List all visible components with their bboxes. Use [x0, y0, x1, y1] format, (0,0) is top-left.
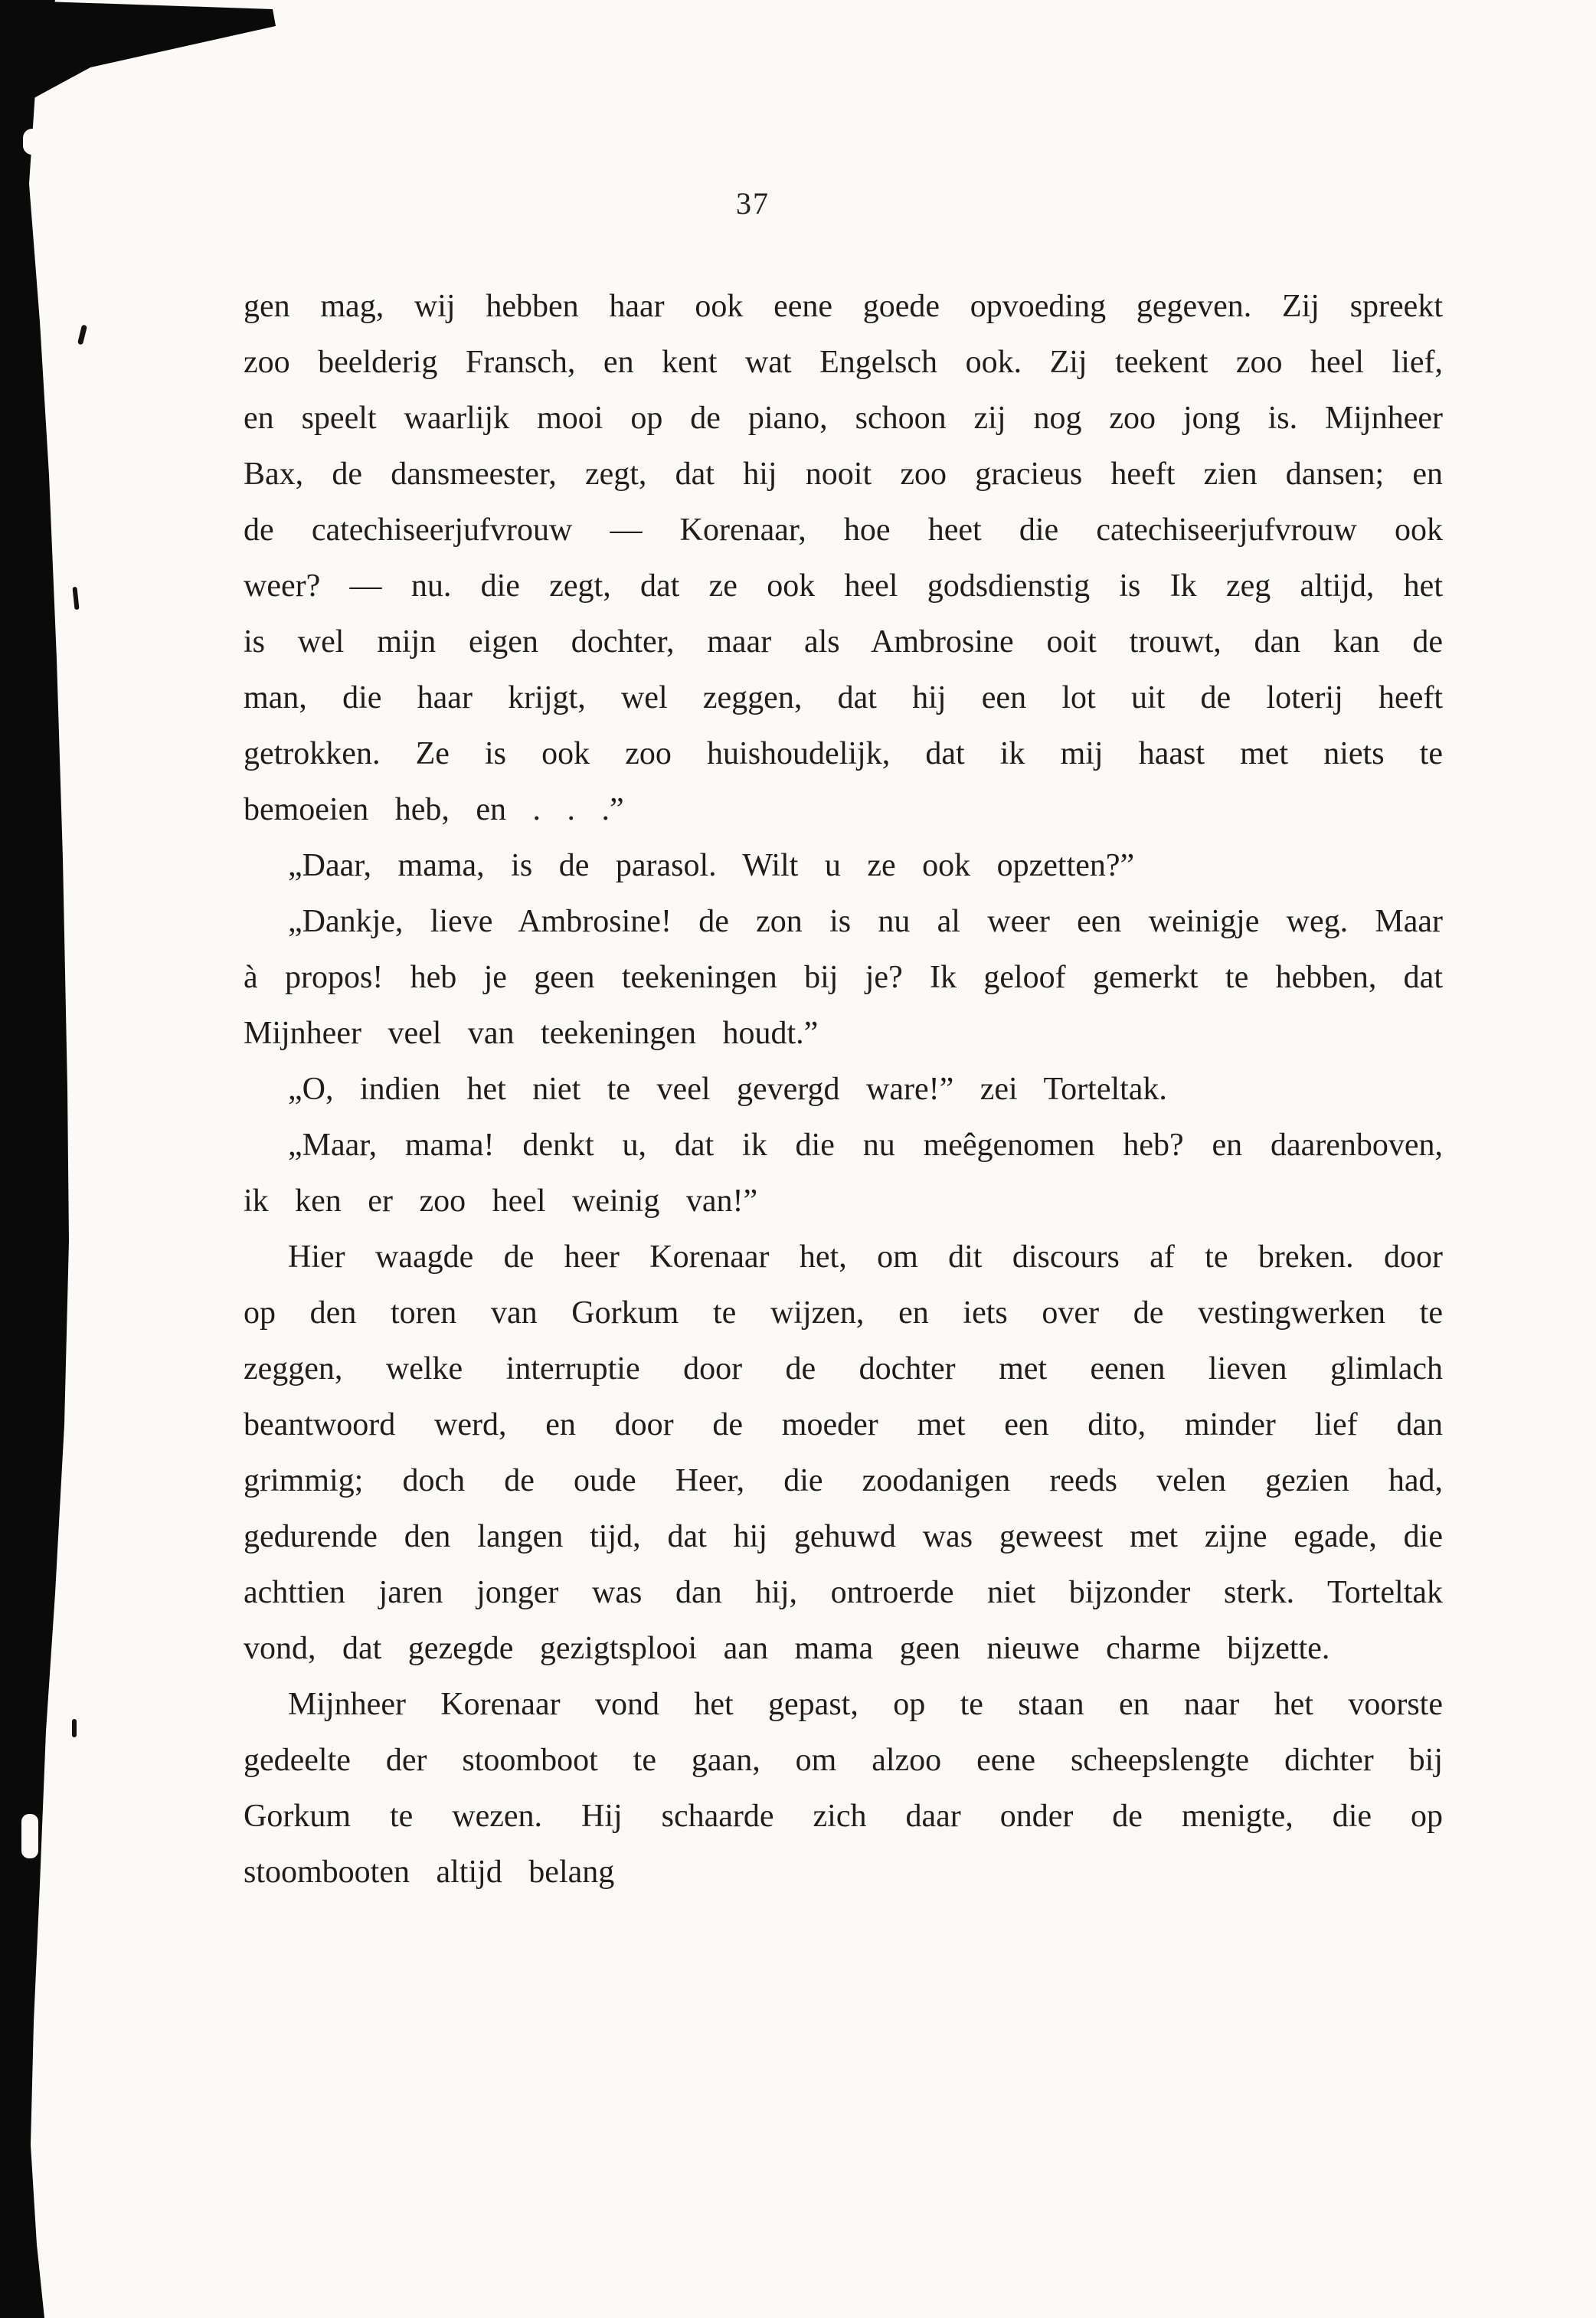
- scan-speck: [77, 325, 87, 345]
- scan-gutter-notch: [21, 1814, 38, 1858]
- paragraph-dialogue: „Daar, mama, is de parasol. Wilt u ze ook opzetten?”: [288, 848, 1135, 883]
- paragraph-dialogue: „Maar, mama! denkt u, dat ik die nu meêgenomen heb? en daarenboven, ik ken er zoo heel weinig van!”: [244, 1128, 1443, 1219]
- scan-corner-mark: [0, 0, 322, 138]
- scan-speck: [72, 1719, 77, 1737]
- paragraph-narrative: Mijnheer Korenaar vond het gepast, op te staan en naar het voorste gedeelte der stoomboot te gaan, om alzoo eene scheepslengte dichter bij Gorkum te wezen. Hij schaarde zich daar onder de menigte, die op stoombooten altijd belang: [244, 1687, 1443, 1890]
- scan-gutter-notch: [23, 129, 43, 155]
- text-block: [244, 279, 1443, 1901]
- page-number: 37: [736, 186, 770, 221]
- paragraph-dialogue: „Dankje, lieve Ambrosine! de zon is nu al weer een weinigje weg. Maar à propos! heb je geen teekeningen bij je? Ik geloof gemerkt te hebben, dat Mijnheer veel van teekeningen houdt.”: [244, 904, 1443, 1051]
- scan-gutter-shadow: [0, 0, 153, 2318]
- paragraph-continuation: gen mag, wij hebben haar ook eene goede opvoeding gegeven. Zij spreekt zoo beelderig Fransch, en kent wat Engelsch ook. Zij teekent zoo heel lief, en speelt waarlijk mooi op de piano, schoon zij nog zoo jong is. Mijnheer Bax, de dansmeester, zegt, dat hij nooit zoo gracieus heeft zien dansen; en de catechiseerjufvrouw — Korenaar, hoe heet die catechiseerjufvrouw ook weer? — nu. die zegt, dat ze ook heel godsdienstig is Ik zeg altijd, het is wel mijn eigen dochter, maar als Ambrosine ooit trouwt, dan kan de man, die haar krijgt, wel zeggen, dat hij een lot uit de loterij heeft getrokken. Ze is ook zoo huishoudelijk, dat ik mij haast met niets te bemoeien heb, en . . .”: [244, 289, 1443, 827]
- scan-speck: [72, 587, 79, 610]
- paragraph-narrative: Hier waagde de heer Korenaar het, om dit discours af te breken. door op den toren van Gorkum te wijzen, en iets over de vestingwerken te zeggen, welke interruptie door de dochter met eenen lieven glimlach beantwoord werd, en door de moeder met een dito, minder lief dan grimmig; doch de oude Heer, die zoodanigen reeds velen gezien had, gedurende den langen tijd, dat hij gehuwd was geweest met zijne egade, die achttien jaren jonger was dan hij, ontroerde niet bijzonder sterk. Torteltak vond, dat gezegde gezigtsplooi aan mama geen nieuwe charme bijzette.: [244, 1239, 1443, 1666]
- paragraph-dialogue: „O, indien het niet te veel gevergd ware!” zei Torteltak.: [288, 1072, 1167, 1107]
